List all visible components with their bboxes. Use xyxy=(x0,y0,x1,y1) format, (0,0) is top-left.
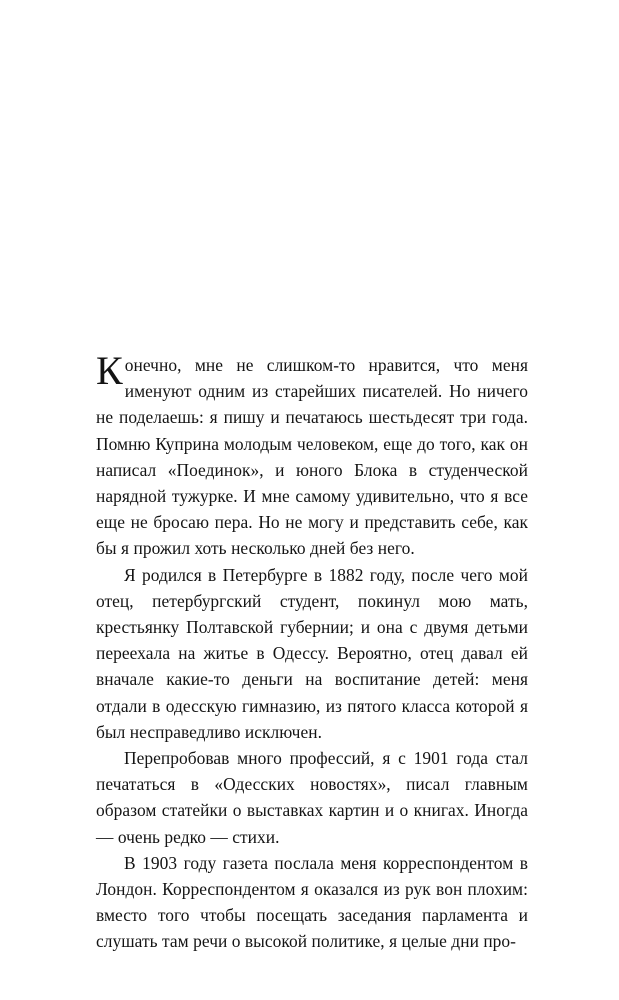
paragraph-2: Я родился в Петербурге в 1882 году, после чего мой отец, петербургский студент, покинул мою мать, крестьянку Полтавской губернии; и она с двумя детьми переехала на житье в Одессу. Вероятно, отец давал ей вначале какие-то деньги на воспитание детей: меня отдали в одесскую гимназию, из пятого класса которой я был несправедливо исключен. xyxy=(96,564,528,742)
paragraph-3: Перепробовав много профессий, я с 1901 года стал печататься в «Одесских новостях», писал главным образом статейки о выставках картин и о книгах. Иногда — очень редко — стихи. xyxy=(96,748,528,847)
paragraph-1-text: онечно, мне не слишком-то нравится, что меня именуют одним из старейших писателей. Но ничего не поделаешь: я пишу и печатаюсь шестьдесят три года. Помню Куприна молодым человеком, еще до того, как он написал «Поединок», и юного Блока в студенческой нарядной тужурке. И мне самому удивительно, что я все еще не бросаю пера. Но не могу и представить себе, как бы я прожил хоть несколько дней без него. xyxy=(96,355,528,559)
paragraph-1 xyxy=(96,348,528,562)
paragraph-4: В 1903 году газета послала меня корреспондентом в Лондон. Корреспондентом я оказался из рук вон плохим: вместо того чтобы посещать заседания парламента и слушать там речи о высокой политике, я целые дни про- xyxy=(96,852,528,952)
page-text-block xyxy=(96,348,528,955)
drop-cap: К xyxy=(96,348,123,393)
